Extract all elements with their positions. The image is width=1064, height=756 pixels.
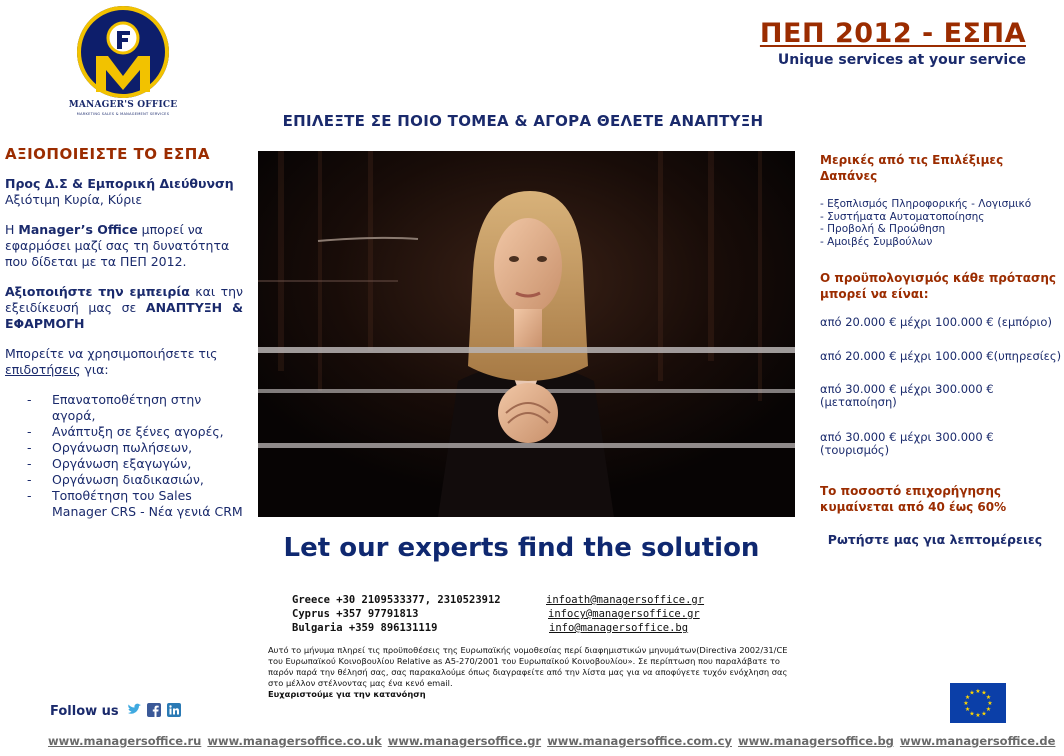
footer-link-uk[interactable]: www.managersoffice.co.uk <box>207 734 382 748</box>
subsidies-text-post: για: <box>80 362 109 377</box>
list-item: - Οργάνωση πωλήσεων, <box>27 440 243 456</box>
costs-heading: Μερικές από τις Επιλέξιμες Δαπάνες <box>820 153 1004 183</box>
list-item: - Προβολή & Προώθηση <box>820 223 1064 236</box>
intro-text-post: μπορεί να εφαρμόσει μαζί σας τη δυνατότητα που δίδεται με τα ΠΕΠ 2012. <box>5 222 230 269</box>
list-item: - Ανάπτυξη σε ξένες αγορές, <box>27 424 243 440</box>
budget-item: από 30.000 € μέχρι 300.000 € (μεταποίηση) <box>820 382 994 409</box>
email-link[interactable]: infocy@managersoffice.gr <box>548 608 700 620</box>
list-item: - Αμοιβές Συμβούλων <box>820 236 1064 249</box>
contact-row <box>292 607 700 621</box>
letter-intro <box>5 176 243 208</box>
budget-item: από 20.000 € μέχρι 100.000 € (εμπόριο) <box>820 315 1052 329</box>
list-item: - Συστήματα Αυτοματοποίησης <box>820 211 1064 224</box>
left-heading: ΑΞΙΟΠΟΙΕΙΣΤΕ ΤΟ ΕΣΠΑ <box>5 145 210 163</box>
budget-item: από 30.000 € μέχρι 300.000 € (τουρισμός) <box>820 430 994 457</box>
budget-item: από 20.000 € μέχρι 100.000 €(υπηρεσίες) <box>820 349 1062 363</box>
footer-link-cy[interactable]: www.managersoffice.com.cy <box>547 734 732 748</box>
footer-link-ru[interactable]: www.managersoffice.ru <box>48 734 202 748</box>
grant-rate: Το ποσοστό επιχορήγησης κυμαίνεται από 40 έως 60% <box>820 484 1007 514</box>
svg-text:★: ★ <box>963 700 969 707</box>
svg-text:★: ★ <box>987 700 993 707</box>
svg-text:★: ★ <box>975 688 981 695</box>
list-item: - Οργάνωση διαδικασιών, <box>27 472 243 488</box>
svg-text:★: ★ <box>985 694 992 701</box>
footer-link-bg[interactable]: www.managersoffice.bg <box>737 734 894 748</box>
contacts-block <box>292 593 705 635</box>
email-link[interactable]: infoath@managersoffice.gr <box>546 594 705 606</box>
subsidies-text-pre: Μπορείτε να χρησιμοποιήσετε τις <box>5 346 218 361</box>
addressee: Προς Δ.Σ & Εμπορική Διεύθυνση <box>5 176 234 191</box>
footer-links <box>48 734 1064 748</box>
section-heading: ΕΠΙΛΕΞΤΕ ΣΕ ΠΟΙΟ ΤΟΜΕΑ & ΑΓΟΡΑ ΘΕΛΕΤΕ ΑΝΑΠΤΥΞΗ <box>282 112 764 130</box>
ask-details-link[interactable]: Ρωτήστε μας για λεπτομέρειες <box>827 532 1043 547</box>
greeting: Αξιότιμη Κυρία, Κύριε <box>5 192 143 207</box>
development-bold: ΑΝΑΠΤΥΞΗ & ΕΦΑΡΜΟΓΗ <box>5 300 244 331</box>
subsidies-paragraph <box>5 346 243 378</box>
email-link[interactable]: info@managersoffice.bg <box>549 622 689 634</box>
disclaimer-thanks: Ευχαριστούμε για την κατανόηση <box>268 689 426 699</box>
svg-text:★: ★ <box>964 694 971 701</box>
list-item: - Εξοπλισμός Πληροφορικής - Λογισμικό <box>820 198 1064 211</box>
company-name: Manager’s Office <box>18 222 138 237</box>
contact-row <box>292 621 689 635</box>
experience-bold: Αξιοποιήστε την εμπειρία <box>5 284 190 299</box>
contact-row <box>292 593 705 607</box>
list-item: - Τοποθέτηση του Sales Manager CRS - Νέα γενιά CRM <box>27 488 243 520</box>
footer-link-de[interactable]: www.managersoffice.de <box>899 734 1056 748</box>
list-item: - Οργάνωση εξαγωγών, <box>27 456 243 472</box>
linkedin-icon[interactable] <box>167 702 181 716</box>
costs-list <box>820 198 1064 248</box>
brand-tagline: Unique services at your service <box>777 52 1026 68</box>
follow-us-label: Follow us <box>50 704 119 719</box>
budget-heading: Ο προϋπολογισμός κάθε πρότασης μπορεί να είναι: <box>820 271 1057 301</box>
contact-label: Cyprus +357 97791813 <box>292 608 419 620</box>
intro-text-pre: Η <box>5 222 19 237</box>
intro-paragraph <box>5 222 243 270</box>
cta-headline: Let our experts find the solution <box>283 533 760 563</box>
subsidy-uses-list <box>5 392 243 520</box>
eu-flag-icon <box>950 683 1006 723</box>
disclaimer-text: Αυτό το μήνυμα πληρεί τις προϋποθέσεις της Ευρωπαϊκής νομοθεσίας περί διαφημιστικών μηνυμάτων(Directiva 2002/31/CE του Ευρωπαϊκού Κοινοβουλίου Relative as A5-270/2001 του Ευρωπαϊκού Κοινοβουλίου». Σε περίπτωση που παραλάβατε το παρόν παρά την θέλησή σας, σας παρακαλούμε όπως διαγραφείτε από την λίστα μας για να αποφύγετε τυχόν ενόχληση σας στο μέλλον στέλνοντας μας ένα κενό email. <box>268 645 788 688</box>
logo-name: MANAGER'S OFFICE <box>68 100 178 110</box>
twitter-icon[interactable] <box>127 702 141 716</box>
contact-label: Bulgaria +359 896131119 <box>292 622 438 634</box>
svg-text:★: ★ <box>964 706 971 713</box>
logo-subtitle: MARKETING SALES & MANAGEMENT SERVICES <box>76 112 170 116</box>
experience-text: και την εξειδίκευσή μας σε <box>5 284 243 315</box>
contact-label: Greece +30 2109533377, 2310523912 <box>292 594 501 606</box>
right-column <box>820 152 1064 515</box>
svg-text:★: ★ <box>969 710 975 718</box>
left-column <box>5 146 243 520</box>
list-item: - Επανατοποθέτηση στην αγορά, <box>27 392 243 424</box>
experience-paragraph <box>5 284 243 332</box>
footer-link-gr[interactable]: www.managersoffice.gr <box>387 734 542 748</box>
svg-text:★: ★ <box>981 710 987 718</box>
svg-text:★: ★ <box>985 706 992 713</box>
svg-text:★: ★ <box>975 712 981 719</box>
subsidies-link[interactable]: επιδοτήσεις <box>5 362 81 377</box>
svg-text:★: ★ <box>981 689 987 697</box>
hero-image[interactable] <box>258 151 795 517</box>
svg-text:★: ★ <box>969 689 975 697</box>
brand-title[interactable]: ΠΕΠ 2012 - ΕΣΠΑ <box>759 18 1026 49</box>
legal-disclaimer <box>268 645 792 700</box>
facebook-icon[interactable] <box>147 702 161 716</box>
